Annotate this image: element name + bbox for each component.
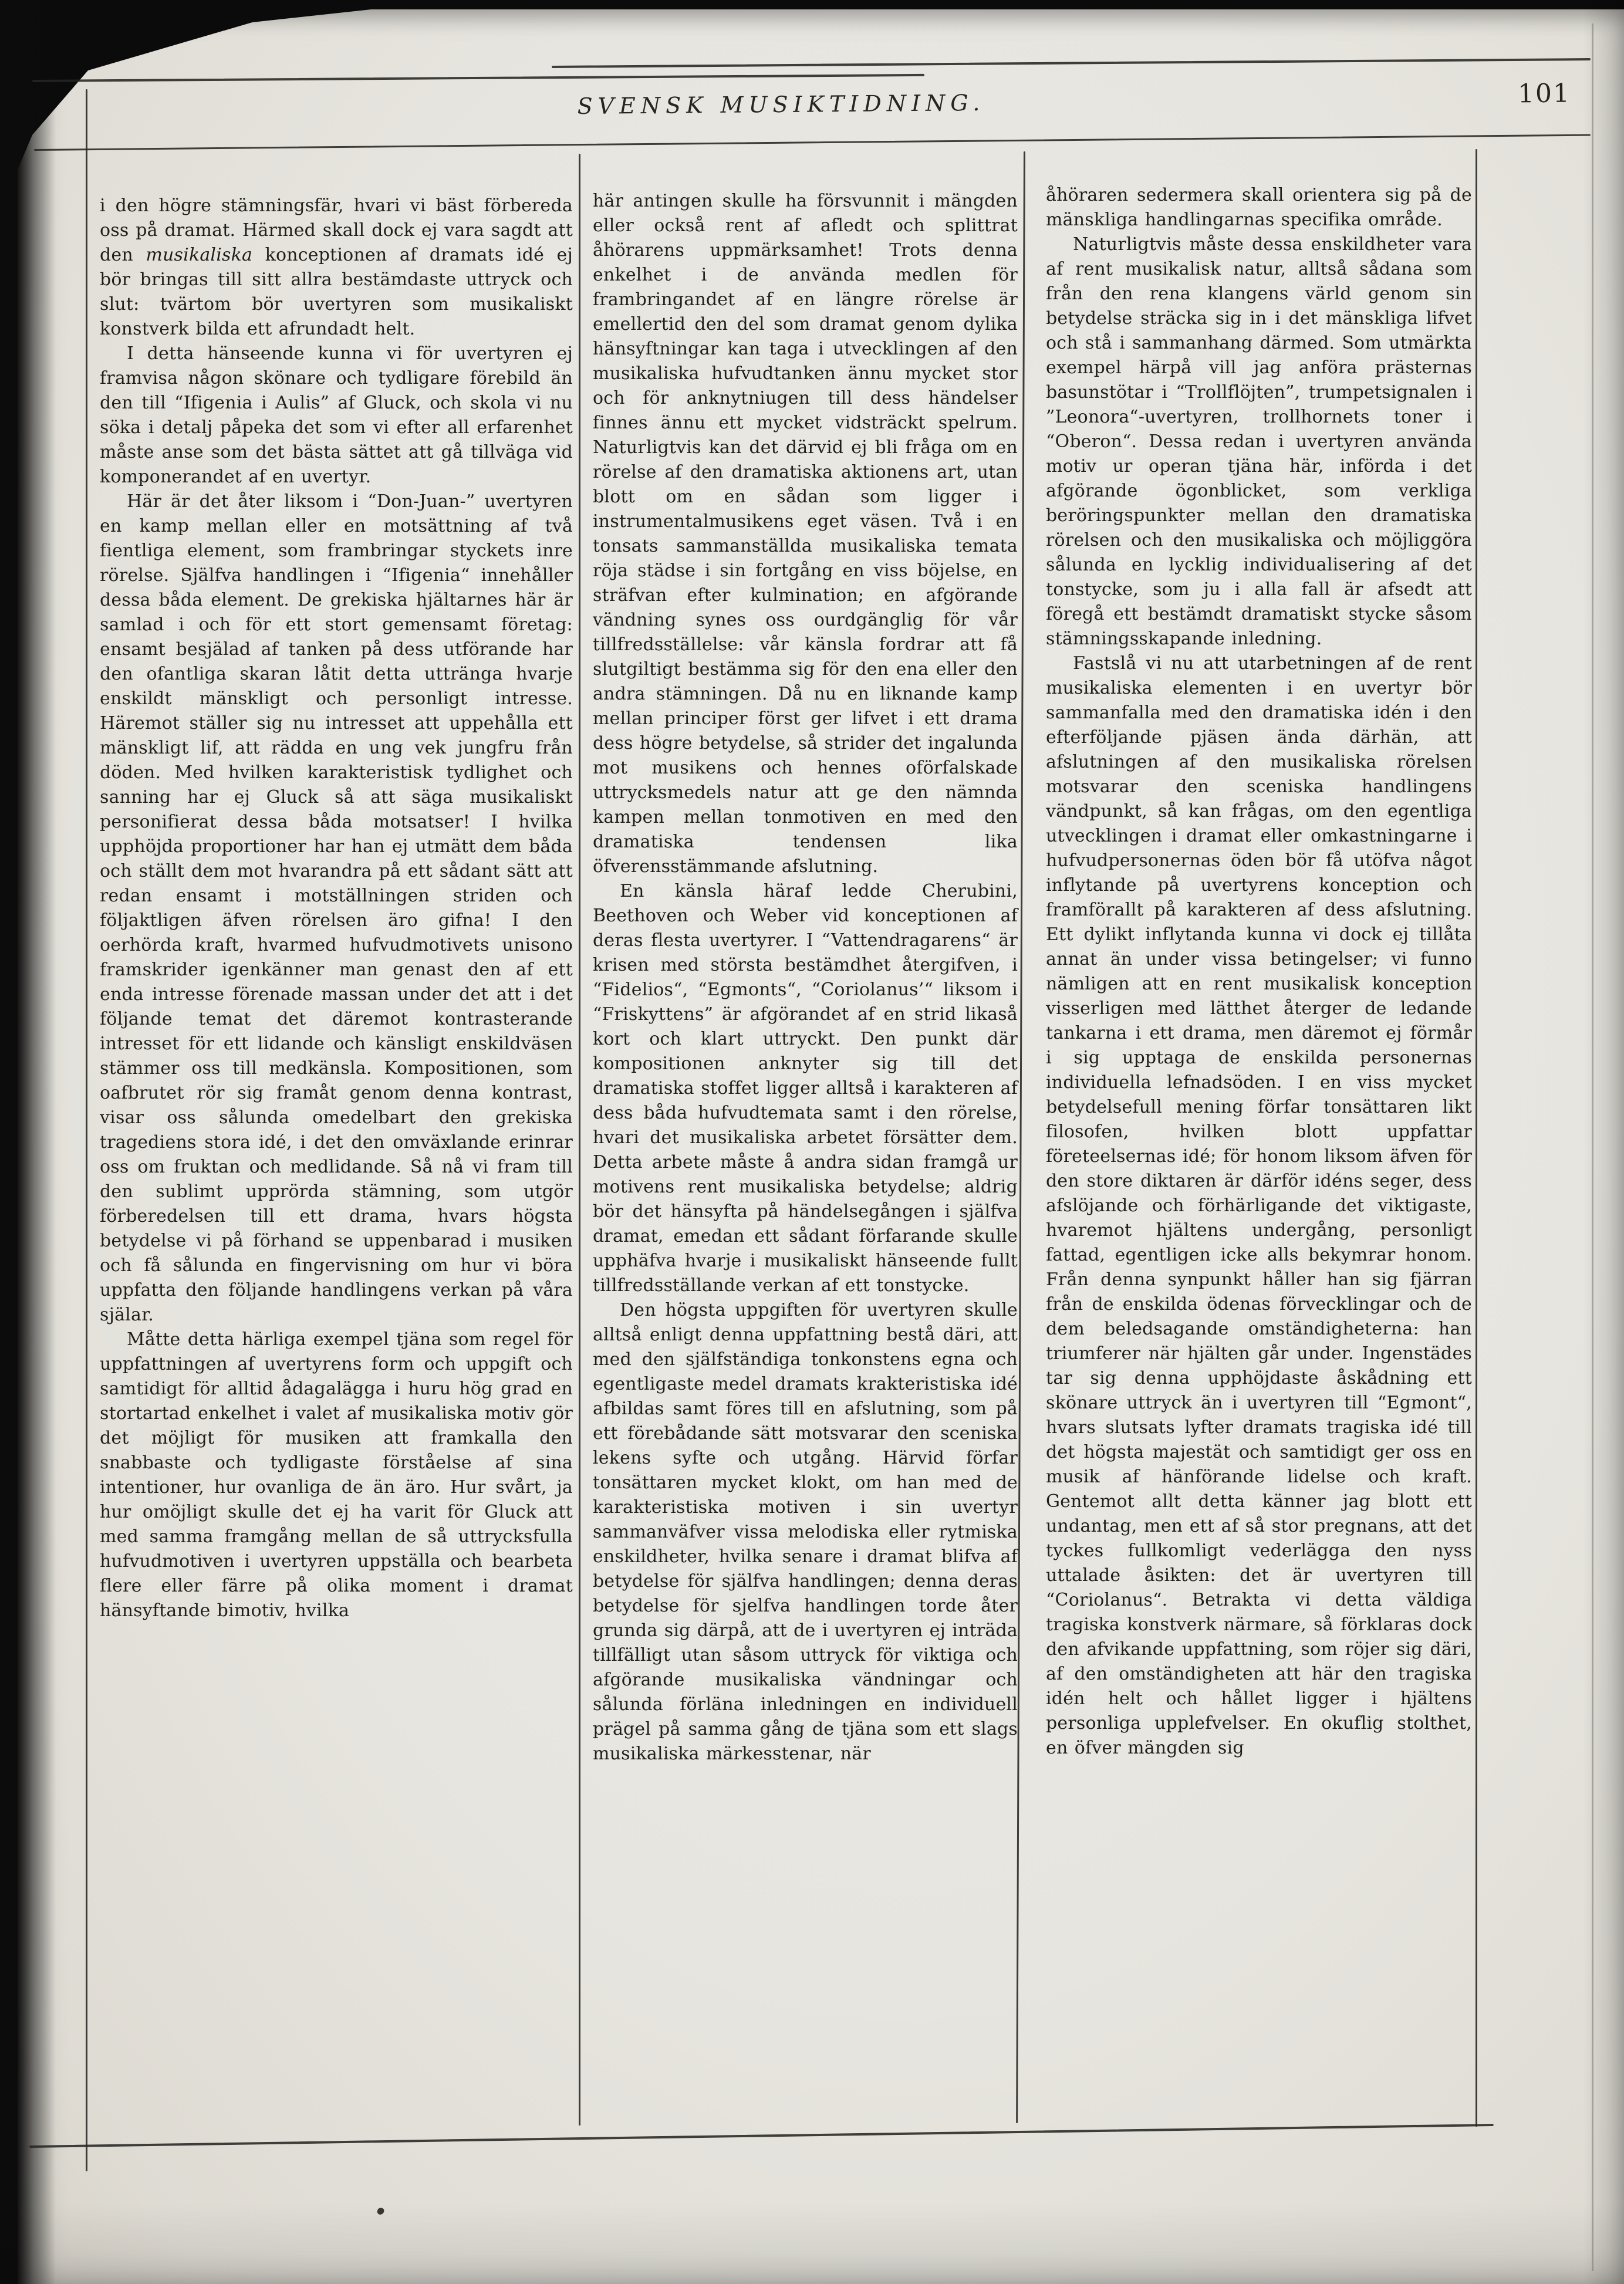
scan-edge-bottom-shade bbox=[0, 2202, 1624, 2284]
paragraph: Den högsta uppgiften för uvertyren skulle alltså enligt denna uppfattning bestå däri, att med den själfständiga tonkonstens egna och egentligaste medel dramats krakteristiska idé afbildas samt föres till en afslutning, som på ett förebådande sätt motsvarar den sceniska lekens syfte och utgång. Härvid förfar tonsättaren mycket klokt, om han med de karakteristiska motiven i sin uvertyr sammanväfver vissa melodiska eller rytmiska enskildheter, hvilka senare i dramat blifva af betydelse för själfva handlingen; denna deras betydelse för sjelfva handlingen torde åter grunda sig därpå, att de i uvertyren ej inträda tillfälligt utan såsom uttryck för viktiga och afgörande musikaliska vändningar och sålunda förläna inledningen en individuell prägel på samma gång de tjäna som ett slags musikaliska märkesstenar, när bbox=[593, 1300, 1018, 1764]
scan-edge-right-shade bbox=[1583, 0, 1624, 2284]
paragraph-text: i den högre stämningsfär, hvari vi bäst förbereda oss på dramat. Härmed skall dock ej vara sagdt att den bbox=[100, 195, 573, 265]
page-number: 101 bbox=[1517, 78, 1571, 109]
paragraph: Måtte detta härliga exempel tjäna som regel för uppfattningen af uvertyrens form och uppgift och samtidigt för alltid ådagalägga i huru hög grad en stortartad enkelhet i valet af musikaliska motiv gör det möjligt för musiken att framkalla den snabbaste och tydligaste förståelse af sina intentioner, hur ovanliga de än äro. Hur svårt, ja hur omöjligt skulle det ej ha varit för Gluck att med samma framgång mellan de så uttrycksfulla hufvudmotiven i uvertyren uppställa och bearbeta flere eller färre på olika moment i dramat hänsyftande bimotiv, hvilka bbox=[100, 1329, 573, 1621]
paragraph: åhöraren sedermera skall orientera sig på de mänskliga handlingarnas specifika område. bbox=[1046, 185, 1472, 230]
paragraph: En känsla häraf ledde Cherubini, Beethoven och Weber vid konceptionen af deras flesta uvertyrer. I “Vattendragarens“ är krisen med största bestämdhet återgifven, i “Fidelios“, “Egmonts“, “Coriolanus’“ liksom i “Friskyttens” är afgörandet af en strid likaså kort och klart uttryckt. Den punkt där kompositionen anknyter sig till det dramatiska stoffet ligger alltså i karakteren af dess båda hufvudtemata samt i den rörelse, hvari det musikaliska arbetet försätter dem. Detta arbete måste å andra sidan framgå ur motivens rent musikaliska betydelse; aldrig bör det hänsyfta på händelsegången i själfva dramat, emedan ett sådant förfarande skulle upphäfva hvarje i musikaliskt hänseende fullt tillfredsställande verkan af ett tonstycke. bbox=[593, 881, 1018, 1296]
page-fold-line bbox=[1592, 23, 1593, 2271]
text-column-1 bbox=[100, 194, 573, 2119]
paragraph: Här är det åter liksom i “Don-Juan-” uvertyren en kamp mellan eller en motsättning af två fientliga element, som frambringar styckets inre rörelse. Själfva handlingen i “Ifigenia“ innehåller dessa båda element. De grekiska hjältarnes här är samlad i och för ett stort gemensamt företag: ensamt besjälad af tanken på dess utförande har den ofantliga skaran låtit detta uttränga hvarje enskildt mänskligt och personligt intresse. Häremot ställer sig nu intresset att uppehålla ett mänskligt lif, att rädda en ung vek jungfru från döden. Med hvilken karakteristisk tydlighet och sanning har ej Gluck så att säga musikaliskt personifierat dessa båda motsatser! I hvilka upphöjda proportioner har han ej utmätt dem båda och ställt dem mot hvarandra på ett sådant sätt att redan ensamt i motställningen striden och följaktligen äfven rörelsen äro gifna! I den oerhörda kraft, hvarmed hufvudmotivets unisono framskrider igenkänner man genast den af ett enda intresse förenade massan under det att i det följande temat det däremot kontrasterande intresset för ett lidande och känsligt enskildväsen stämmer oss till medkänsla. Kompositionen, som oafbrutet rör sig framåt genom denna kontrast, visar oss sålunda omedelbart den grekiska tragediens stora idé, i det den omväxlande erinrar oss om fruktan och medlidande. Så nå vi fram till den sublimt upprörda stämning, som utgör förberedelsen till ett drama, hvars högsta betydelse vi på förhand se uppenbarad i musiken och få sålunda en fingervisning om hur vi böra uppfatta den följande handlingens verkan på våra själar. bbox=[100, 491, 573, 1325]
journal-title: SVENSK MUSIKTIDNING. bbox=[577, 89, 985, 120]
italic-word: musikaliska bbox=[146, 245, 253, 265]
paragraph: I detta hänseende kunna vi för uvertyren ej framvisa någon skönare och tydligare förebild än den till “Ifigenia i Aulis” af Gluck, och skola vi nu söka i detalj påpeka det som vi efter all erfarenhet måste anse som det bästa sättet att gå tillväga vid komponerandet af en uvertyr. bbox=[100, 343, 573, 487]
left-frame-rule bbox=[86, 89, 87, 2171]
paragraph-text: konceptionen af dramats idé ej bör bringas till sitt allra bestämdaste uttryck och slut: tvärtom bör uvertyren som musikaliskt konstverk bilda ett afrundadt helt. bbox=[100, 245, 573, 339]
text-column-2 bbox=[593, 189, 1018, 2120]
paragraph bbox=[100, 194, 573, 342]
paragraph: Naturligtvis måste dessa enskildheter vara af rent musikalisk natur, alltså sådana som från den rena klangens värld genom sin betydelse sträcka sig in i det mänskliga lifvet och stå i sammanhang därmed. Som utmärkta exempel härpå vill jag anföra prästernas basunstötar i “Trollflöjten”, trumpetsignalen i ”Leonora“-uvertyren, trollhornets toner i “Oberon“. Dessa redan i uvertyren använda motiv ur operan tjäna här, införda i det afgörande ögonblicket, som verkliga beröringspunkter mellan den dramatiska rörelsen och den musikaliska och möjliggöra sålunda en lycklig individualisering af det tonstycke, som ju i alla fall är afsedt att föregå ett bestämdt dramatiskt stycke såsom stämningsskapande inledning. bbox=[1046, 234, 1472, 649]
text-column-3 bbox=[1046, 183, 1472, 2120]
paragraph: här antingen skulle ha försvunnit i mängden eller också rent af afledt och splittrat åhörarens uppmärksamhet! Trots denna enkelhet i de använda medlen för frambringandet af en längre rörelse är emellertid den del som dramat genom dylika hänsyftningar kan taga i utvecklingen af den musikaliska hufvudtanken ännu mycket stor och för anknytniugen till dess händelser finnes ännu ett mycket vidsträckt spelrum. Naturligtvis kan det därvid ej bli fråga om en rörelse af den dramatiska aktionens art, utan blott om en sådan som ligger i instrumentalmusikens eget väsen. Två i en tonsats sammanställda musikaliska temata röja städse i sin fortgång en viss böjelse, en sträfvan efter kulmination; en afgörande vändning synes oss ourdgänglig för vår tillfredsställelse: vår känsla fordrar att få slutgiltigt bestämma sig för den ena eller den andra stämningen. Då nu en liknande kamp mellan principer först ger lifvet i ett drama dess högre betydelse, så strider det ingalunda mot musikens och hennes oförfalskade uttrycksmedels natur att ge den nämnda kampen mellan tonmotiven en med den dramatiska tendensen lika öfverensstämmande afslutning. bbox=[593, 191, 1018, 877]
scan-edge-left bbox=[0, 0, 56, 2284]
right-frame-rule bbox=[1476, 149, 1477, 2127]
column-divider-1 bbox=[579, 154, 580, 2126]
paragraph: Fastslå vi nu att utarbetningen af de rent musikaliska elementen i en uvertyr bör sammanfalla med den dramatiska idén i den efterföljande pjäsen ända därhän, att afslutningen af den musikaliska rörelsen motsvarar den sceniska handlingens vändpunkt, så kan frågas, om den egentliga utvecklingen i dramat eller omkastningarne i hufvudpersonernas öden bör få utöfva något inflytande på uvertyrens konception och framförallt på karakteren af dess afslutning. Ett dylikt inflytanda kunna vi dock ej tillåta annat än under vissa betingelser; vi funno nämligen att en rent musikalisk konception visserligen med lätthet återger de ledande tankarna i ett drama, men däremot ej förmår i sig upptaga de enskilda personernas individuella lefnadsöden. I en viss mycket betydelsefull mening förfar tonsättaren likt filosofen, hvilken blott uppfattar företeelsernas idé; för honom liksom äfven för den store diktaren är därför idéns seger, dess afslöjande och förhärligande det viktigaste, hvaremot hjältens undergång, personligt fattad, egentligen icke alls bekymrar honom. Från denna synpunkt håller han sig fjärran från de enskilda ödenas förvecklingar och de dem beledsagande omständigheterna: han triumferer när hjälten går under. Ingenstädes tar sig denna upphöjdaste åskådning ett skönare uttryck än i uvertyren till “Egmont“, hvars slutsats lyfter dramats tragiska idé till det högsta majestät och samtidigt ger oss en musik af hänförande lidelse och kraft. Gentemot allt detta känner jag blott ett undantag, men ett af så stor pregnans, att det tyckes fullkomligt vederlägga den nyss uttalade åsikten: det är uvertyren till “Coriolanus“. Betrakta vi detta väldiga tragiska konstverk närmare, så förklaras dock den afvikande uppfattning, som röjer sig däri, af den omständigheten att här den tragiska idén helt och hållet ligger i hjältens personliga upplefvelser. En okuflig stolthet, en öfver mängden sig bbox=[1046, 653, 1472, 1758]
